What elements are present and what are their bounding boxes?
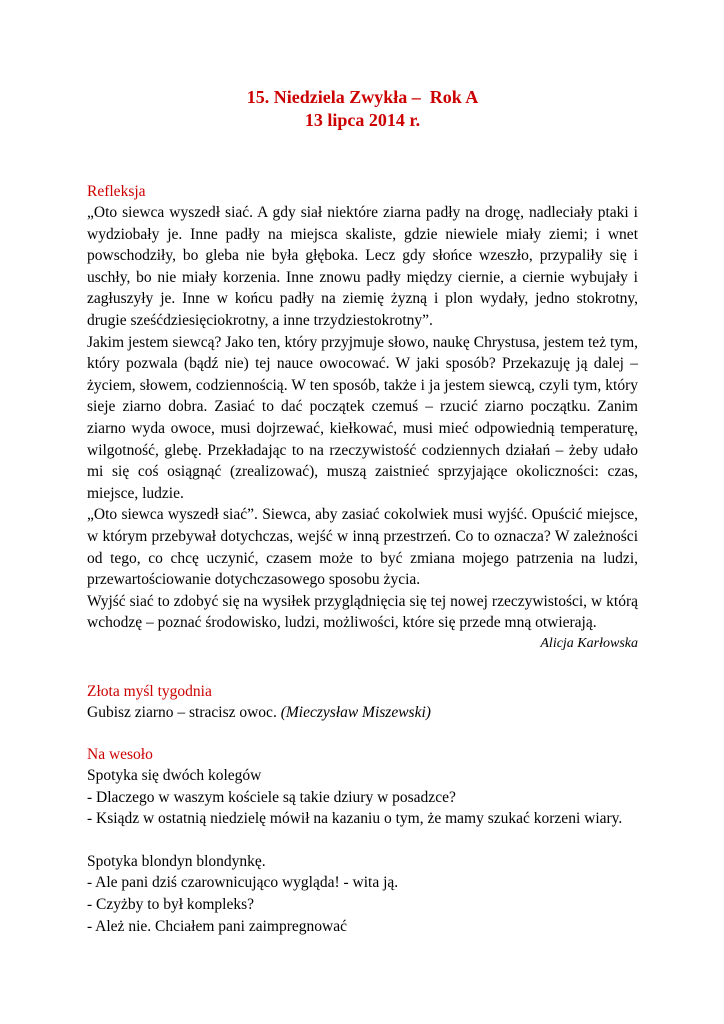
reflection-heading: Refleksja: [87, 183, 146, 200]
fun-heading: Na wesoło: [87, 746, 153, 763]
thought-heading: Złota myśl tygodnia: [87, 683, 212, 700]
reflection-signature: Alicja Karłowska: [540, 635, 638, 651]
joke-line: Spotyka blondyn blondynkę.: [87, 852, 266, 870]
reflection-paragraph: „Oto siewca wyszedł siać. A gdy siał niektóre ziarna padły na drogę, nadleciały ptaki i wydziobały je. Inne padły na miejsca skaliste, gdzie niewiele miały ziemi; i wnet powschodziły, bo gleba nie była głęboka. Lecz gdy słońce wzeszło, przypaliły się i uschły, bo nie miały korzenia. Inne znowu padły między ciernie, a ciernie wybujały i zagłuszyły je. Inne w końcu padły na ziemię żyzną i plon wydały, jedno stokrotny, drugie sześćdziesięciokrotny, a inne trzydziestokrotny”.: [87, 204, 638, 329]
reflection-section: [87, 181, 638, 654]
joke-2: [87, 851, 638, 937]
joke-line: Spotyka się dwóch kolegów: [87, 767, 262, 784]
joke-1: [87, 765, 638, 830]
thought-quote: Gubisz ziarno – stracisz owoc.: [87, 704, 281, 721]
fun-section: [87, 744, 638, 937]
joke-line: - Dlaczego w waszym kościele są takie dziury w posadzce?: [87, 788, 456, 806]
thought-section: [87, 681, 638, 724]
title-line-2: 13 lipca 2014 r.: [304, 110, 421, 130]
joke-line: - Ksiądz w ostatnią niedzielę mówił na kazaniu o tym, że mamy szukać korzeni wiary.: [87, 810, 623, 828]
reflection-paragraph: Wyjść siać to zdobyć się na wysiłek przyglądnięcia się tej nowej rzeczywistości, w którą wchodzę – poznać środowisko, ludzi, możliwości, które się przede mną otwierają.: [87, 592, 638, 632]
joke-line: - Czyżby to był kompleks?: [87, 895, 255, 913]
thought-author: (Mieczysław Miszewski): [280, 704, 431, 721]
page-title: [87, 86, 638, 132]
reflection-body: [87, 202, 638, 634]
reflection-paragraph: Jakim jestem siewcą? Jako ten, który przyjmuje słowo, naukę Chrystusa, jestem też tym, który pozwala (bądź nie) tej nauce owocować. W jaki sposób? Przekazuję ją dalej – życiem, słowem, codziennością. W ten sposób, także i ja jestem siewcą, czyli tym, który sieje ziarno dobra. Zasiać to dać początek czemuś – rzucić ziarno początku. Zanim ziarno wyda owoce, musi dojrzewać, kiełkować, musi mieć odpowiednią temperaturę, wilgotność, glebę. Przekładając to na rzeczywistość codziennych działań – żeby udało mi się coś osiągnąć (zrealizować), muszą zaistnieć sprzyjające okoliczności: czas, miejsce, ludzie.: [87, 333, 638, 502]
title-line-1: 15. Niedziela Zwykła – Rok A: [246, 87, 479, 107]
joke-spacer: [87, 830, 638, 851]
joke-line: - Ależ nie. Chciałem pani zaimpregnować: [87, 917, 347, 935]
reflection-paragraph: „Oto siewca wyszedł siać”. Siewca, aby zasiać cokolwiek musi wyjść. Opuścić miejsce, w którym przebywał dotychczas, wejść w inną przestrzeń. Co to oznacza? W zależności od tego, co chcę uczynić, czasem może to być zmiana mojego patrzenia na ludzi, przewartościowanie dotychczasowego sposobu życia.: [87, 506, 638, 589]
joke-line: - Ale pani dziś czarownicująco wygląda! - wita ją.: [87, 874, 399, 892]
thought-body: [87, 702, 638, 724]
